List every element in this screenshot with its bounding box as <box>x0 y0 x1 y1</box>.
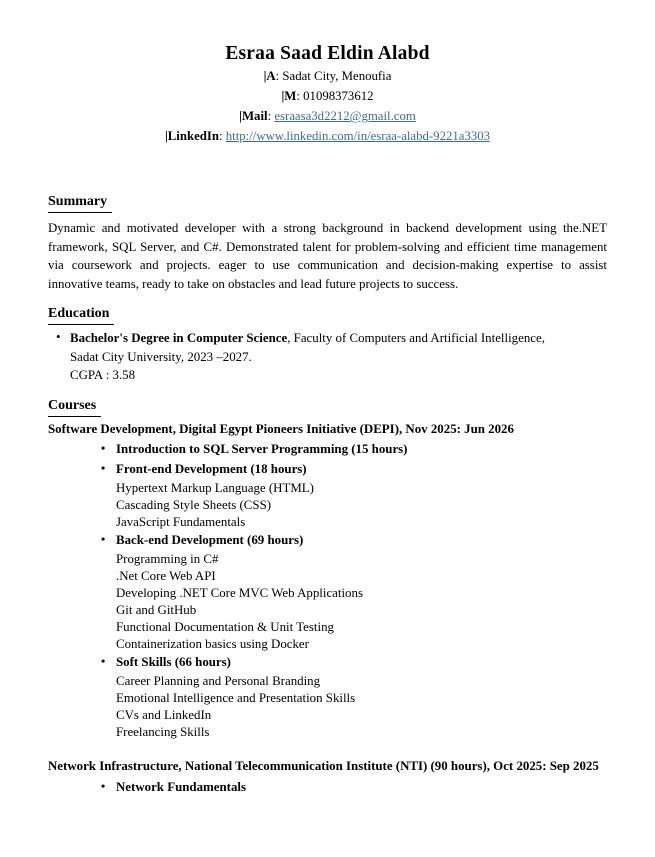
course-sub-item: JavaScript Fundamentals <box>116 514 246 529</box>
course-sub-list <box>116 480 607 531</box>
course-bullet-label: • Network Fundamentals <box>116 779 246 794</box>
contact-line-m <box>48 87 607 106</box>
course-sub-item: Containerization basics using Docker <box>116 637 309 652</box>
contact-line-mail[interactable] <box>48 107 607 126</box>
courses-heading: Courses <box>48 398 101 417</box>
education-section <box>48 304 607 385</box>
course-bullet-label: • Introduction to SQL Server Programming (15 hours) <box>116 442 408 457</box>
list-item <box>48 440 607 460</box>
course-sub-item: Hypertext Markup Language (HTML) <box>116 480 314 495</box>
course-sub-item: Functional Documentation & Unit Testing <box>116 619 334 634</box>
course-sub-list <box>116 551 607 653</box>
course-sub-item: Developing .NET Core MVC Web Applications <box>116 585 363 600</box>
contact-link-linkedin[interactable]: http://www.linkedin.com/in/esraa-alabd-9221a3303 <box>225 129 491 144</box>
summary-body <box>48 219 607 293</box>
summary-heading: Summary <box>48 194 112 213</box>
education-university-year: Sadat City University, 2023 –2027. <box>70 349 252 364</box>
course-sub-item: Cascading Style Sheets (CSS) <box>116 497 272 512</box>
list-item <box>48 531 607 653</box>
summary-paragraph: Dynamic and motivated developer with a strong background in backend development using the.NET framework, SQL Server, and C#. Demonstrated talent for problem-solving and efficient time management via coursework and projects. eager to use communication and decision-making expertise to assist innovative teams, ready to take on obstacles and lead future projects to success. <box>48 220 607 291</box>
course-bullet-list <box>48 440 607 741</box>
course-bullet-label: • Soft Skills (66 hours) <box>116 655 231 670</box>
education-cgpa: CGPA : 3.58 <box>70 368 136 383</box>
contact-value: Sadat City, Menoufia <box>282 69 392 84</box>
course-bullet-label: • Back-end Development (69 hours) <box>116 532 304 547</box>
contact-label: |Mail <box>239 109 268 124</box>
contact-separator: : <box>267 109 275 124</box>
summary-section <box>48 192 607 293</box>
contact-label: |M <box>281 89 297 104</box>
courses-section <box>48 396 607 798</box>
course-group <box>48 420 607 741</box>
contact-link-mail[interactable]: esraasa3d2212@gmail.com <box>274 109 416 124</box>
resume-header <box>48 0 607 146</box>
contact-separator: : <box>218 129 226 144</box>
candidate-name: Esraa Saad Eldin Alabd <box>225 43 430 64</box>
list-item <box>48 778 607 798</box>
contact-label: |LinkedIn <box>164 129 219 144</box>
course-group <box>48 757 607 797</box>
section-spacer <box>48 741 607 754</box>
contact-value: 01098373612 <box>303 89 374 104</box>
course-sub-item: .Net Core Web API <box>116 568 216 583</box>
course-sub-item: Emotional Intelligence and Presentation Skills <box>116 690 356 705</box>
education-list <box>48 329 607 385</box>
course-sub-item: Career Planning and Personal Branding <box>116 673 321 688</box>
course-sub-item: CVs and LinkedIn <box>116 707 212 722</box>
list-item <box>48 653 607 741</box>
course-group-title: Network Infrastructure, National Telecommunication Institute (NTI) (90 hours), Oct 2025: Sep 2025 <box>48 759 599 774</box>
course-sub-item: Programming in C# <box>116 551 219 566</box>
course-group-title: Software Development, Digital Egypt Pioneers Initiative (DEPI), Nov 2025: Jun 2026 <box>48 421 514 436</box>
contact-line-linkedin[interactable] <box>48 127 607 146</box>
contact-separator: : <box>275 69 283 84</box>
contact-label: |A <box>263 69 276 84</box>
course-bullet-label: • Front-end Development (18 hours) <box>116 462 307 477</box>
course-sub-item: Freelancing Skills <box>116 725 210 740</box>
contact-separator: : <box>296 89 304 104</box>
course-sub-list <box>116 673 607 741</box>
list-item <box>48 329 607 385</box>
education-degree: Bachelor's Degree in Computer Science <box>70 331 288 346</box>
education-institution: , Faculty of Computers and Artificial Intelligence, <box>287 331 545 346</box>
contact-line-a <box>48 67 607 86</box>
courses-body <box>48 420 607 798</box>
contact-block <box>48 67 607 146</box>
list-item <box>48 460 607 531</box>
education-heading: Education <box>48 306 114 325</box>
course-bullet-list <box>48 778 607 798</box>
course-sub-item: Git and GitHub <box>116 602 197 617</box>
